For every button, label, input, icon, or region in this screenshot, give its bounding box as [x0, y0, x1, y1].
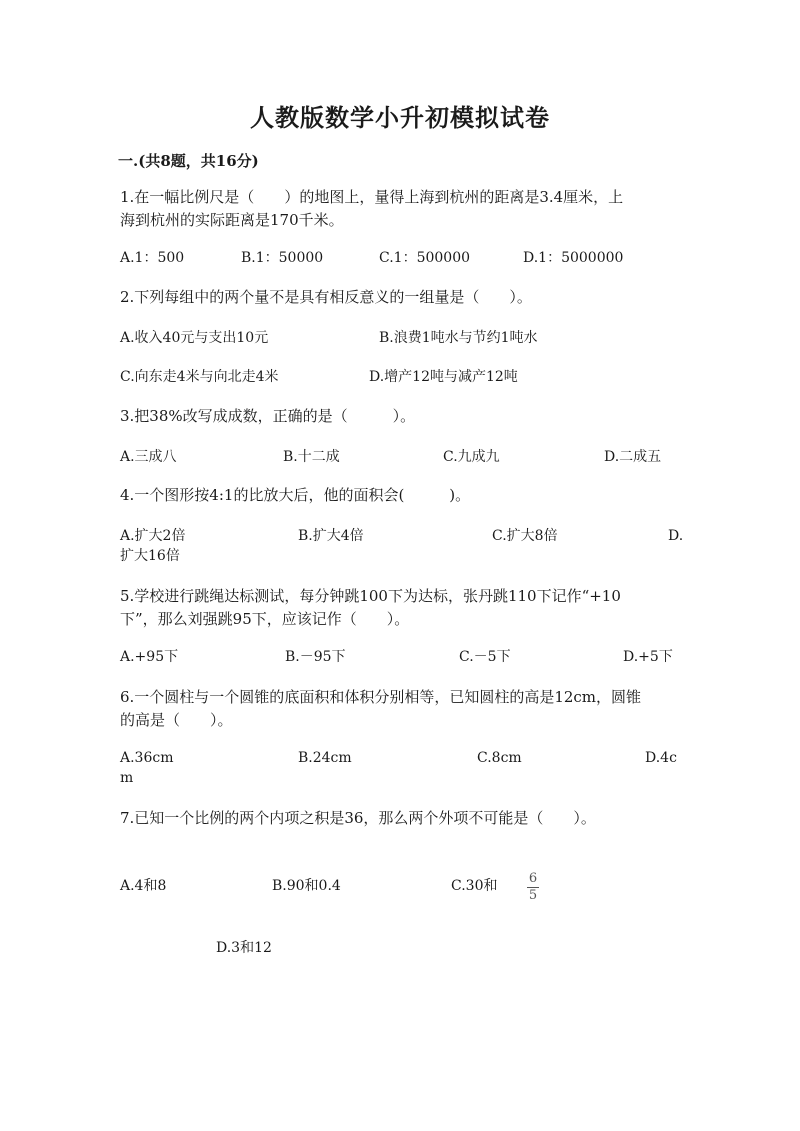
- question-5-option-a[interactable]: A.+95下: [120, 649, 179, 665]
- question-2-option-a[interactable]: A.收入40元与支出10元: [120, 330, 269, 346]
- question-4-option-a[interactable]: A.扩大2倍: [120, 528, 186, 544]
- question-1-option-c[interactable]: C.1：500000: [379, 250, 471, 266]
- section-heading: 一.(共8题，共16分): [118, 152, 259, 170]
- question-6-line-2: 的高是（ ）。: [120, 711, 233, 729]
- question-6-option-a[interactable]: A.36cm: [120, 750, 174, 766]
- question-2-stem: 2.下列每组中的两个量不是具有相反意义的一组量是（ ）。: [120, 288, 532, 306]
- question-4-option-b[interactable]: B.扩大4倍: [298, 528, 364, 544]
- question-4-option-d-label[interactable]: D.: [668, 528, 684, 544]
- fraction-denominator: 5: [528, 888, 538, 903]
- question-1-line-1: 1.在一幅比例尺是（ ）的地图上，量得上海到杭州的距离是3.4厘米，上: [120, 188, 624, 206]
- question-4-stem: 4.一个图形按4:1的比放大后，他的面积会( )。: [120, 486, 471, 504]
- question-1-option-a[interactable]: A.1：500: [120, 250, 185, 266]
- exam-title: 人教版数学小升初模拟试卷: [250, 103, 550, 132]
- question-7-stem: 7.已知一个比例的两个内项之积是36，那么两个外项不可能是（ ）。: [120, 809, 596, 827]
- question-2-option-c[interactable]: C.向东走4米与向北走4米: [120, 369, 279, 385]
- question-1-line-2: 海到杭州的实际距离是170千米。: [120, 211, 344, 229]
- fraction-numerator: 6: [528, 871, 538, 886]
- question-3-stem: 3.把38%改写成成数，正确的是（ ）。: [120, 407, 416, 425]
- question-5-stem: [120, 585, 680, 631]
- question-7-option-a[interactable]: A.4和8: [120, 878, 167, 894]
- question-3-option-c[interactable]: C.九成九: [443, 449, 500, 465]
- question-1-option-b[interactable]: B.1：50000: [241, 250, 324, 266]
- question-2-option-d[interactable]: D.增产12吨与减产12吨: [369, 369, 518, 385]
- question-5-line-1: 5.学校进行跳绳达标测试，每分钟跳100下为达标，张丹跳110下记作“+10: [120, 587, 621, 605]
- question-2-option-b[interactable]: B.浪费1吨水与节约1吨水: [379, 330, 538, 346]
- question-6-option-d-text[interactable]: m: [120, 770, 134, 786]
- question-6-stem: [120, 686, 680, 732]
- question-6-option-d-label[interactable]: D.4c: [645, 750, 677, 766]
- question-3-option-d[interactable]: D.二成五: [604, 449, 662, 465]
- question-4-option-c[interactable]: C.扩大8倍: [492, 528, 558, 544]
- question-7-option-c-fraction: [527, 872, 539, 903]
- question-7-option-b[interactable]: B.90和0.4: [272, 878, 341, 894]
- question-5-option-b[interactable]: B.－95下: [285, 649, 346, 665]
- question-1-stem: [120, 186, 680, 232]
- question-6-option-c[interactable]: C.8cm: [477, 750, 522, 766]
- question-1-option-d[interactable]: D.1：5000000: [523, 250, 624, 266]
- question-6-line-1: 6.一个圆柱与一个圆锥的底面积和体积分别相等，已知圆柱的高是12cm，圆锥: [120, 688, 642, 706]
- question-3-option-a[interactable]: A.三成八: [120, 449, 177, 465]
- question-6-option-b[interactable]: B.24cm: [298, 750, 352, 766]
- question-7-option-d[interactable]: D.3和12: [216, 940, 272, 956]
- question-7-option-c[interactable]: C.30和: [451, 878, 498, 894]
- question-4-option-d-text[interactable]: 扩大16倍: [120, 548, 180, 564]
- question-5-option-c[interactable]: C.－5下: [459, 649, 511, 665]
- question-5-line-2: 下”，那么刘强跳95下，应该记作（ ）。: [120, 610, 410, 628]
- question-3-option-b[interactable]: B.十二成: [283, 449, 340, 465]
- question-5-option-d[interactable]: D.+5下: [623, 649, 673, 665]
